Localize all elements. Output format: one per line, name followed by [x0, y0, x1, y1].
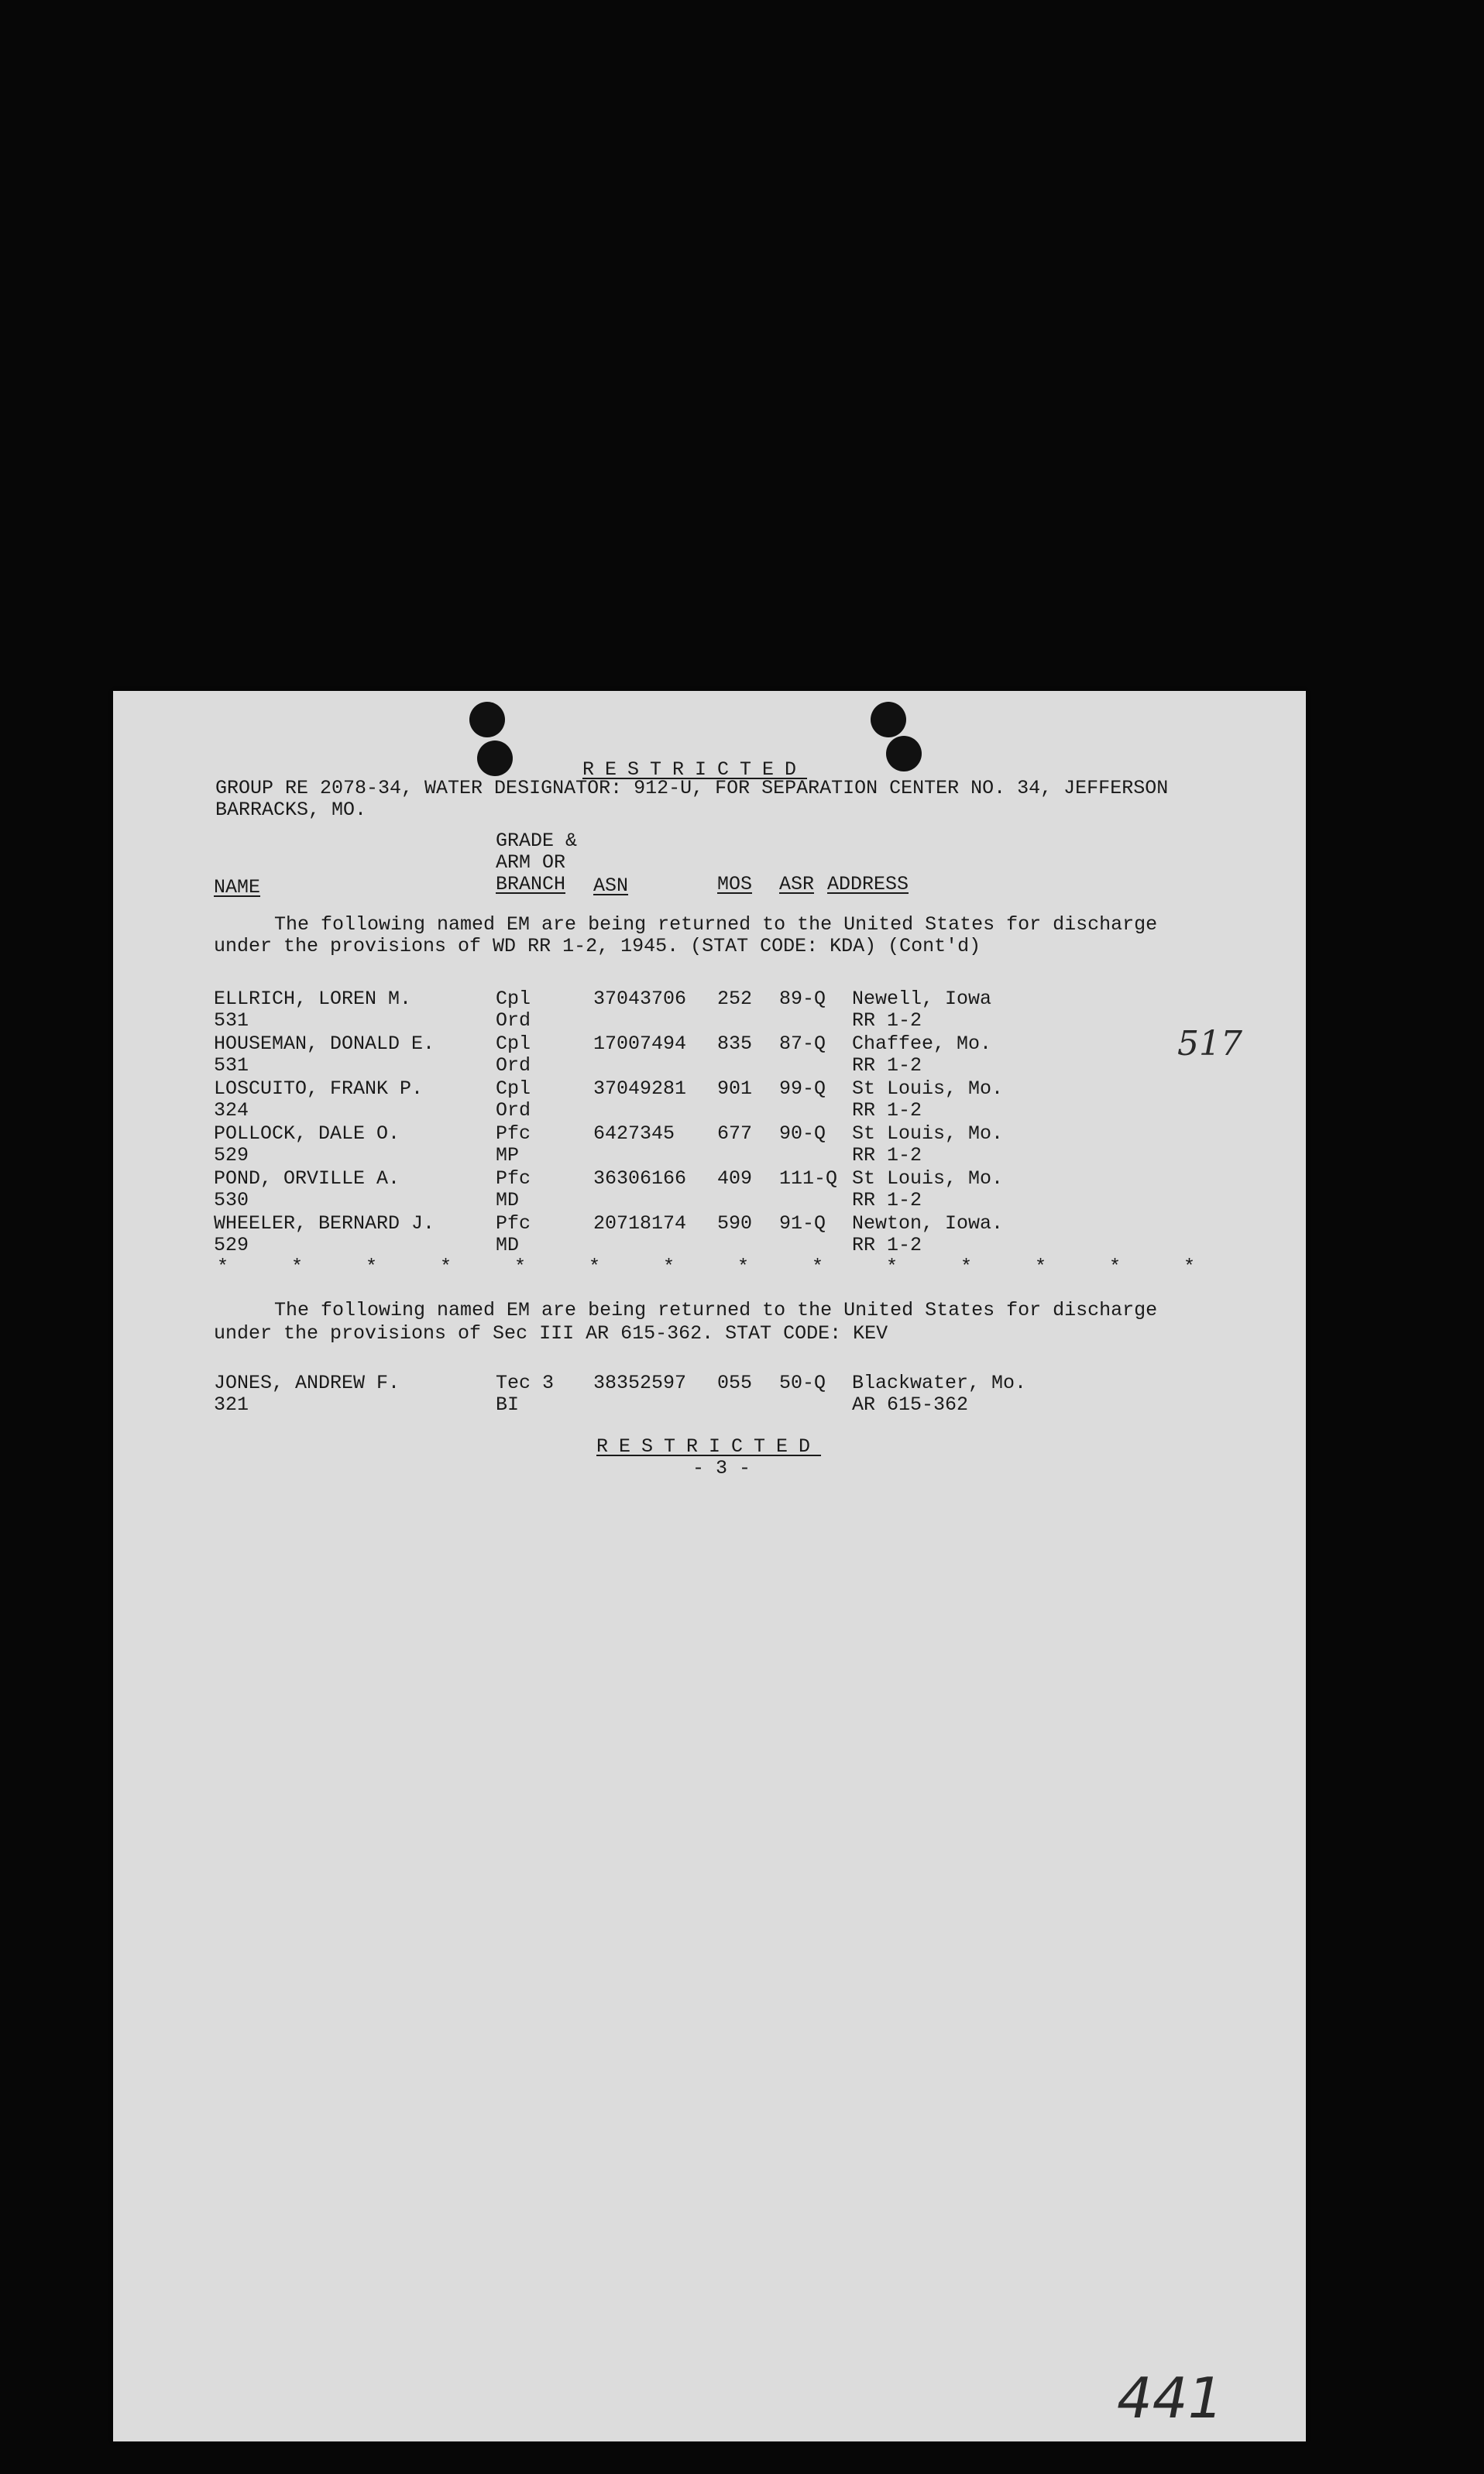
row-branch: MP — [496, 1144, 520, 1167]
column-mos: MOS — [717, 873, 753, 895]
separator-star: * — [737, 1256, 750, 1278]
row-address: St Louis, Mo. — [852, 1122, 1004, 1145]
column-grade-line-2: ARM OR — [496, 851, 566, 874]
separator-star: * — [1109, 1256, 1122, 1278]
row-asn: 38352597 — [593, 1372, 687, 1394]
separator-star: * — [291, 1256, 304, 1278]
row-name: WHEELER, BERNARD J. — [214, 1212, 435, 1235]
separator-star: * — [960, 1256, 973, 1278]
section-1-intro-line-2: under the provisions of WD RR 1-2, 1945. (STAT CODE: KDA) (Cont'd) — [214, 935, 981, 957]
row-auth: RR 1-2 — [852, 1144, 922, 1167]
punch-hole — [477, 740, 513, 776]
row-code: 324 — [214, 1099, 249, 1122]
row-grade: Pfc — [496, 1167, 531, 1190]
row-mos: 835 — [717, 1033, 753, 1055]
row-code: 529 — [214, 1144, 249, 1167]
row-name: POND, ORVILLE A. — [214, 1167, 400, 1190]
separator-star: * — [663, 1256, 675, 1278]
row-grade: Cpl — [496, 1033, 531, 1055]
row-mos: 252 — [717, 988, 753, 1010]
row-asr: 91-Q — [779, 1212, 826, 1235]
separator-star: * — [366, 1256, 378, 1278]
column-name: NAME — [214, 876, 261, 899]
separator-star: * — [440, 1256, 452, 1278]
row-name: HOUSEMAN, DONALD E. — [214, 1033, 435, 1055]
row-auth: RR 1-2 — [852, 1054, 922, 1077]
row-name: ELLRICH, LOREN M. — [214, 988, 412, 1010]
row-branch: Ord — [496, 1099, 531, 1122]
separator-star: * — [589, 1256, 601, 1278]
document-page — [113, 691, 1306, 2441]
row-branch: Ord — [496, 1009, 531, 1032]
row-grade: Cpl — [496, 1077, 531, 1100]
row-mos: 901 — [717, 1077, 753, 1100]
separator-star: * — [217, 1256, 229, 1278]
row-address: Newell, Iowa — [852, 988, 992, 1010]
separator-star: * — [1183, 1256, 1196, 1278]
row-auth: AR 615-362 — [852, 1393, 969, 1416]
column-branch: BRANCH — [496, 873, 566, 895]
row-auth: RR 1-2 — [852, 1189, 922, 1211]
row-code: 531 — [214, 1009, 249, 1032]
row-grade: Pfc — [496, 1212, 531, 1235]
row-asr: 111-Q — [779, 1167, 838, 1190]
header-line-1: GROUP RE 2078-34, WATER DESIGNATOR: 912-U, FOR SEPARATION CENTER NO. 34, JEFFERSON — [215, 777, 1169, 799]
row-grade: Cpl — [496, 988, 531, 1010]
row-branch: BI — [496, 1393, 520, 1416]
column-address: ADDRESS — [827, 873, 909, 895]
row-mos: 055 — [717, 1372, 753, 1394]
separator-star: * — [812, 1256, 824, 1278]
row-address: Blackwater, Mo. — [852, 1372, 1027, 1394]
row-asr: 50-Q — [779, 1372, 826, 1394]
row-asr: 90-Q — [779, 1122, 826, 1145]
separator-stars — [217, 1256, 1258, 1278]
separator-star: * — [886, 1256, 898, 1278]
restricted-marking-top: RESTRICTED — [582, 758, 808, 781]
stamp-number: 517 — [1177, 1024, 1242, 1063]
row-grade: Tec 3 — [496, 1372, 555, 1394]
row-mos: 409 — [717, 1167, 753, 1190]
punch-hole — [886, 736, 922, 771]
row-auth: RR 1-2 — [852, 1099, 922, 1122]
row-address: Chaffee, Mo. — [852, 1033, 992, 1055]
row-code: 529 — [214, 1234, 249, 1256]
punch-hole — [469, 702, 505, 737]
row-asn: 37043706 — [593, 988, 687, 1010]
section-2-intro-line-1: The following named EM are being returned to the United States for discharge — [274, 1299, 1158, 1321]
row-asn: 36306166 — [593, 1167, 687, 1190]
row-name: POLLOCK, DALE O. — [214, 1122, 400, 1145]
row-auth: RR 1-2 — [852, 1009, 922, 1032]
row-asn: 6427345 — [593, 1122, 675, 1145]
row-auth: RR 1-2 — [852, 1234, 922, 1256]
row-asn: 20718174 — [593, 1212, 687, 1235]
section-2-intro-line-2: under the provisions of Sec III AR 615-362. STAT CODE: KEV — [214, 1322, 888, 1345]
row-address: St Louis, Mo. — [852, 1167, 1004, 1190]
row-asr: 87-Q — [779, 1033, 826, 1055]
column-asr: ASR — [779, 873, 815, 895]
header-line-2: BARRACKS, MO. — [215, 799, 367, 821]
row-code: 531 — [214, 1054, 249, 1077]
column-asn: ASN — [593, 874, 629, 897]
section-1-intro-line-1: The following named EM are being returned to the United States for discharge — [274, 913, 1158, 936]
row-code: 530 — [214, 1189, 249, 1211]
row-asn: 17007494 — [593, 1033, 687, 1055]
row-address: Newton, Iowa. — [852, 1212, 1004, 1235]
row-branch: MD — [496, 1234, 520, 1256]
row-asr: 99-Q — [779, 1077, 826, 1100]
row-branch: Ord — [496, 1054, 531, 1077]
row-mos: 677 — [717, 1122, 753, 1145]
separator-star: * — [1035, 1256, 1047, 1278]
row-address: St Louis, Mo. — [852, 1077, 1004, 1100]
row-branch: MD — [496, 1189, 520, 1211]
punch-hole — [871, 702, 906, 737]
row-name: JONES, ANDREW F. — [214, 1372, 400, 1394]
row-asn: 37049281 — [593, 1077, 687, 1100]
row-code: 321 — [214, 1393, 249, 1416]
row-grade: Pfc — [496, 1122, 531, 1145]
row-name: LOSCUITO, FRANK P. — [214, 1077, 424, 1100]
separator-star: * — [514, 1256, 527, 1278]
row-mos: 590 — [717, 1212, 753, 1235]
page-number: - 3 - — [692, 1457, 751, 1479]
handwritten-number: 441 — [1117, 2366, 1224, 2431]
column-grade-line-1: GRADE & — [496, 830, 578, 852]
row-asr: 89-Q — [779, 988, 826, 1010]
restricted-marking-bottom: RESTRICTED — [596, 1435, 822, 1458]
